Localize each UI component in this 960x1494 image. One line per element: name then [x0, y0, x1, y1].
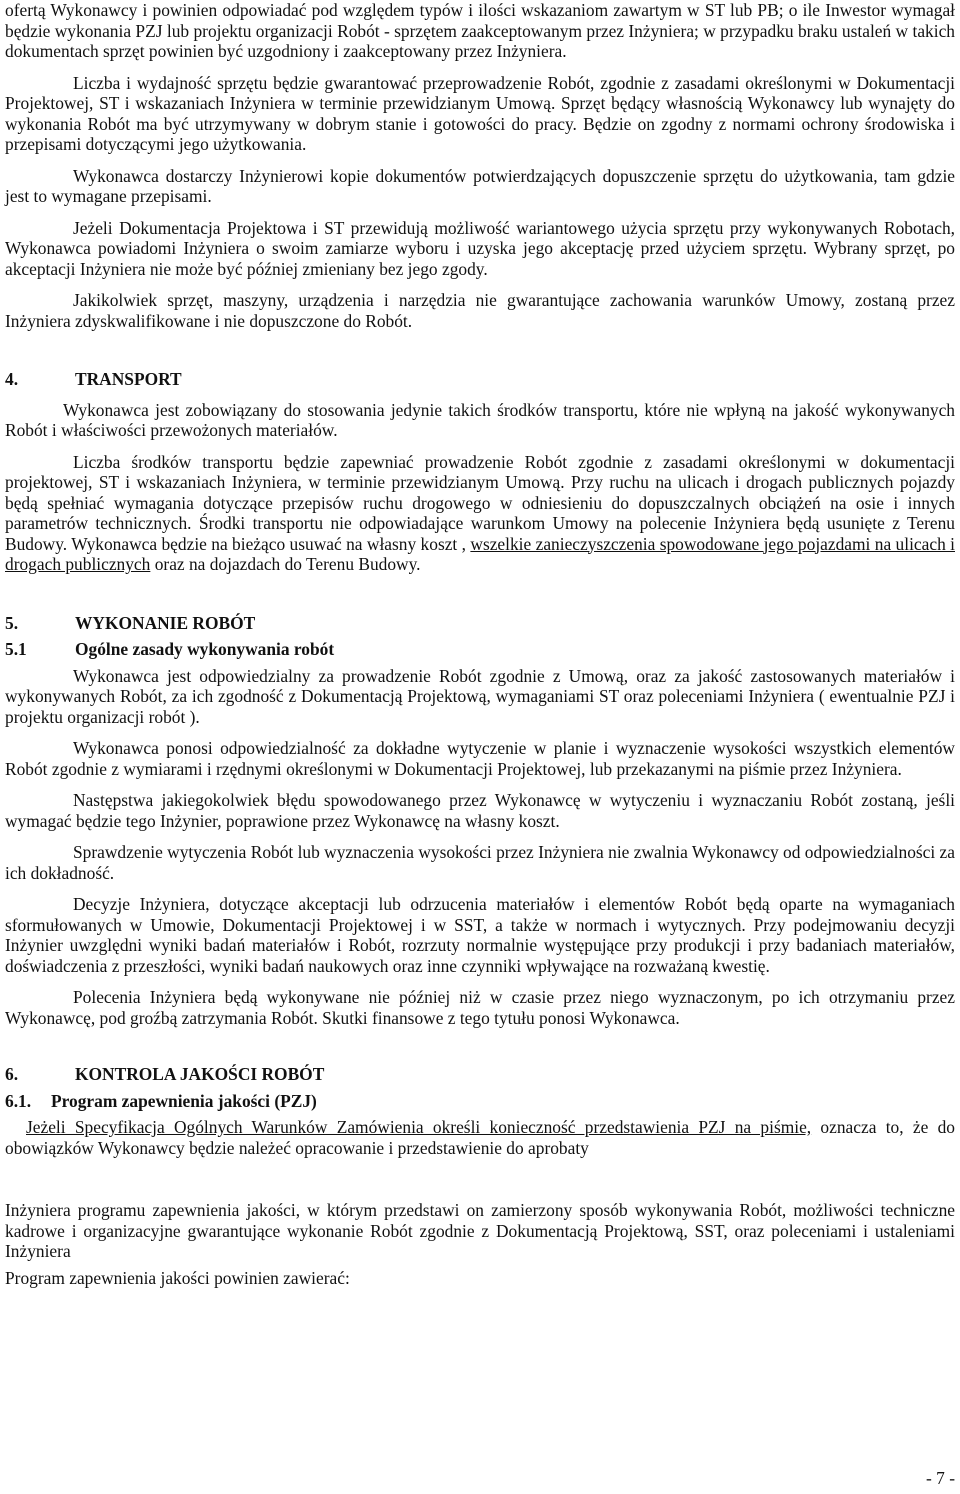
paragraph-61-2: Inżyniera programu zapewnienia jakości, w którym przedstawi on zamierzony sposób wykonywania Robót, możliwości techniczne kadrowe i organizacyjne gwarantujące wykonanie Robót zgodnie z Dokumentacją Projektową, SST, oraz poleceniami i ustaleniami Inżyniera	[5, 1200, 955, 1261]
heading-number: 5.	[5, 612, 19, 633]
paragraph-liczba-sprzetu: Liczba i wydajność sprzętu będzie gwarantować przeprowadzenie Robót, zgodnie z zasadami określonymi w Dokumentacji Projektowej, ST i wskazaniach Inżyniera w terminie przewidzianym Umową. Sprzęt będący własnością Wykonawcy lub wynajęty do wykonania Robót ma być utrzymywany w dobrym stanie i gotowości do pracy. Będzie on zgodny z normami ochrony środowiska i przepisami dotyczącymi jego użytkowania.	[5, 72, 955, 154]
paragraph-51-6: Polecenia Inżyniera będą wykonywane nie później niż w czasie przez niego wyznaczonym, po ich otrzymaniu przez Wykonawcę, pod groźbą zatrzymania Robót. Skutki finansowe z tego tytułu ponosi Wykonawca.	[5, 987, 955, 1028]
paragraph-61-3: Program zapewnienia jakości powinien zawierać:	[5, 1267, 350, 1288]
heading-title: Program zapewnienia jakości (PZJ)	[51, 1090, 317, 1111]
paragraph-kopie: Wykonawca dostarczy Inżynierowi kopie dokumentów potwierdzających dopuszczenie sprzętu do użytkowania, tam gdzie jest to wymagane przepisami.	[5, 165, 955, 206]
heading-section-6-1	[5, 1091, 955, 1112]
heading-title: Ogólne zasady wykonywania robót	[75, 639, 335, 659]
paragraph-51-1: Wykonawca jest odpowiedzialny za prowadzenie Robót zgodnie z Umową, oraz za jakość zastosowanych materiałów i wykonywanych Robót, za ich zgodność z Dokumentacją Projektową, wymaganiami ST oraz poleceniami Inżyniera ( ewentualnie PZJ i projektu organizacji robót ).	[5, 665, 955, 727]
heading-section-6	[5, 1064, 955, 1085]
heading-number: 5.1	[5, 639, 27, 659]
paragraph-jakikolwiek: Jakikolwiek sprzęt, maszyny, urządzenia i narzędzia nie gwarantujące zachowania warunków Umowy, zostaną przez Inżyniera zdyskwalifikowane i nie dopuszczone do Robót.	[5, 290, 955, 331]
heading-title: TRANSPORT	[75, 369, 182, 389]
paragraph-top: ofertą Wykonawcy i powinien odpowiadać pod względem typów i ilości wskazaniom zawartym w ST lub PB; o ile Inwestor wymagał będzie wykonania PZJ lub projektu organizacji Robót - sprzętem zaakceptowanym przez Inżyniera; w przypadku braku ustaleń w takich dokumentach sprzęt powinien być uzgodniony i zaakceptowany przez Inżyniera.	[5, 0, 955, 61]
transport-text-b: oraz na dojazdach do Terenu Budowy.	[150, 554, 421, 574]
transport-underlined-text: wszelkie zanieczyszczenia spowodowane jego pojazdami na ulicach i drogach publicznych	[5, 533, 955, 574]
transport-text-a: Liczba środków transportu będzie zapewniać prowadzenie Robót zgodnie z zasadami określonymi w dokumentacji projektowej, ST i wskazaniach Inżyniera, w terminie przewidzianym Umową. Przy ruchu na ulicach i drogach publicznych pojazdy będą spełniać wymagania dotyczące przepisów ruchu drogowego w odniesieniu do dopuszczalnych obciążeń na osie i innych parametrów technicznych. Środki transportu nie odpowiadające warunkom Umowy na polecenie Inżyniera będą usunięte z Terenu Budowy. Wykonawca będzie na bieżąco usuwać na własny koszt ,	[5, 451, 955, 554]
paragraph-wariantowe: Jeżeli Dokumentacja Projektowa i ST przewidują możliwość wariantowego użycia sprzętu przy wykonywanych Robotach, Wykonawca powiadomi Inżyniera o swoim zamiarze wyboru i uzyska jego akceptację przed użyciem sprzętu. Wybrany sprzęt, po akceptacji Inżyniera nie może być później zmieniany bez jego zgody.	[5, 217, 955, 279]
paragraph-51-4: Sprawdzenie wytyczenia Robót lub wyznaczenia wysokości przez Inżyniera nie zwalnia Wykonawcy od odpowiedzialności za ich dokładność.	[5, 842, 955, 883]
paragraph-61-1	[5, 1117, 955, 1158]
heading-title: WYKONANIE ROBÓT	[75, 612, 256, 633]
heading-number: 6.1.	[5, 1090, 32, 1111]
paragraph-transport-1: Wykonawca jest zobowiązany do stosowania jedynie takich środków transportu, które nie wpłyną na jakość wykonywanych Robót i właściwości przewożonych materiałów.	[5, 399, 955, 440]
heading-number: 4.	[5, 369, 19, 389]
page-number: - 7 -	[926, 1468, 955, 1488]
heading-section-5-1	[5, 639, 955, 660]
paragraph-51-3: Następstwa jakiegokolwiek błędu spowodowanego przez Wykonawcę w wytyczeniu i wyznaczaniu Robót zostaną, jeśli wymagać będzie tego Inżynier, poprawione przez Wykonawcę na własny koszt.	[5, 790, 955, 831]
document-page	[5, 0, 955, 1299]
paragraph-51-2: Wykonawca ponosi odpowiedzialność za dokładne wytyczenie w planie i wyznaczenie wysokości wszystkich elementów Robót zgodnie z wymiarami i rzędnymi określonymi w Dokumentacji Projektowej, lub przekazanymi na piśmie przez Inżyniera.	[5, 738, 955, 779]
pzj-underlined-text: Jeżeli Specyfikacja Ogólnych Warunków Zamówienia określi konieczność przedstawienia PZJ na piśmie,	[26, 1117, 812, 1137]
paragraph-transport-2	[5, 452, 955, 575]
heading-section-4	[5, 369, 955, 390]
pzj-text: oznacza to, że do obowiązków Wykonawcy będzie należeć opracowanie i przedstawienie do aprobaty	[5, 1117, 955, 1158]
paragraph-51-5: Decyzje Inżyniera, dotyczące akceptacji lub odrzucenia materiałów i elementów Robót będą oparte na wymaganiach sformułowanych w Umowie, Dokumentacji Projektowej i w SST, a także w normach i wytycznych. Przy podejmowaniu decyzji Inżynier uwzględni wyniki badań materiałów i Robót, rozrzuty normalnie występujące przy produkcji i przy badaniach materiałów, doświadczenia z przeszłości, wyniki badań naukowych oraz inne czynniki wpływające na rozważaną kwestię.	[5, 894, 955, 976]
heading-section-5	[5, 613, 955, 634]
heading-number: 6.	[5, 1064, 19, 1084]
heading-title: KONTROLA JAKOŚCI ROBÓT	[75, 1064, 325, 1084]
